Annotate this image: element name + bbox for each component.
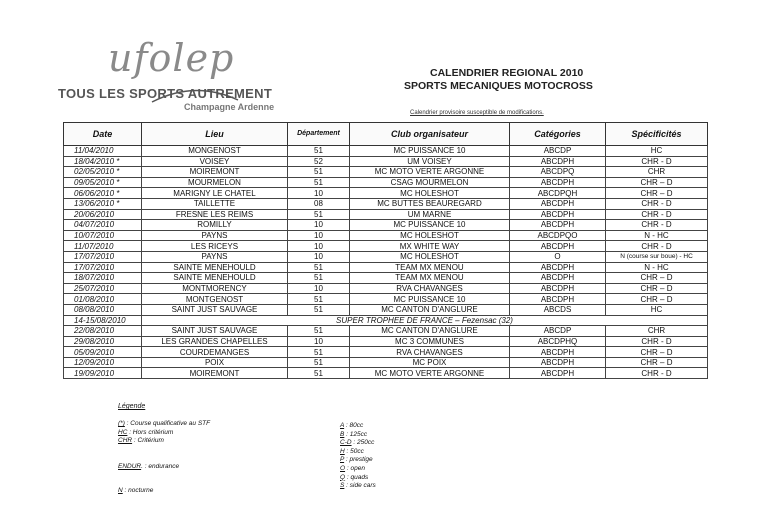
legend-item: O : open xyxy=(340,465,365,472)
cell-lieu: POIX xyxy=(142,357,288,368)
cell-categories: ABCDPQO xyxy=(510,230,606,241)
table-row xyxy=(64,188,708,199)
cell-categories: ABCDPH xyxy=(510,357,606,368)
cell-date: 20/06/2010 xyxy=(64,209,142,220)
cell-club: MC HOLESHOT xyxy=(350,230,510,241)
cell-club: UM MARNE xyxy=(350,209,510,220)
col-departement: Département xyxy=(288,123,350,146)
table-row xyxy=(64,347,708,358)
page-title: CALENDRIER REGIONAL 2010 xyxy=(430,67,584,79)
cell-date: 13/06/2010 * xyxy=(64,198,142,209)
cell-departement: 52 xyxy=(288,156,350,167)
cell-date: 09/05/2010 * xyxy=(64,177,142,188)
cell-date: 25/07/2010 xyxy=(64,283,142,294)
cell-categories: ABCDPH xyxy=(510,368,606,379)
cell-club: MC PUISSANCE 10 xyxy=(350,220,510,231)
cell-lieu: SAINT JUST SAUVAGE xyxy=(142,304,288,315)
legend-title: Légende xyxy=(118,403,146,410)
cell-departement: 51 xyxy=(288,177,350,188)
cell-categories: O xyxy=(510,251,606,262)
cell-date: 18/07/2010 xyxy=(64,273,142,284)
col-lieu: Lieu xyxy=(142,123,288,146)
cell-lieu: TAILLETTE xyxy=(142,198,288,209)
cell-departement: 51 xyxy=(288,273,350,284)
cell-specificites: CHR - D xyxy=(606,336,708,347)
cell-specificites: CHR – D xyxy=(606,283,708,294)
cell-categories: ABCDPH xyxy=(510,177,606,188)
cell-lieu: MOURMELON xyxy=(142,177,288,188)
legend-item: ENDUR. : endurance xyxy=(118,462,180,470)
cell-club: MC BUTTES BEAUREGARD xyxy=(350,198,510,209)
table-row xyxy=(64,156,708,167)
table-row xyxy=(64,326,708,337)
cell-club: TEAM MX MENOU xyxy=(350,273,510,284)
table-row xyxy=(64,368,708,379)
legend-item: C-D : 250cc xyxy=(340,439,375,447)
cell-departement: 10 xyxy=(288,283,350,294)
cell-specificites: CHR – D xyxy=(606,347,708,358)
table-row xyxy=(64,273,708,284)
cell-club: MX WHITE WAY xyxy=(350,241,510,252)
table-row xyxy=(64,251,708,262)
cell-lieu: ROMILLY xyxy=(142,220,288,231)
table-header xyxy=(64,123,708,146)
cell-date: 10/07/2010 xyxy=(64,230,142,241)
table-row xyxy=(64,198,708,209)
cell-lieu: PAYNS xyxy=(142,251,288,262)
cell-categories: ABCDPH xyxy=(510,156,606,167)
cell-departement: 51 xyxy=(288,167,350,178)
cell-club: MC 3 COMMUNES xyxy=(350,336,510,347)
cell-lieu: LES GRANDES CHAPELLES xyxy=(142,336,288,347)
table-row xyxy=(64,177,708,188)
cell-lieu: MOIREMONT xyxy=(142,167,288,178)
cell-categories: ABCDPH xyxy=(510,209,606,220)
col-categories: Catégories xyxy=(510,123,606,146)
table-row xyxy=(64,283,708,294)
cell-date: 11/07/2010 xyxy=(64,241,142,252)
legend-item: P : prestige xyxy=(340,456,373,464)
cell-date: 17/07/2010 xyxy=(64,262,142,273)
cell-date: 11/04/2010 xyxy=(64,146,142,157)
table-row xyxy=(64,357,708,368)
cell-date: 29/08/2010 xyxy=(64,336,142,347)
cell-lieu: MARIGNY LE CHATEL xyxy=(142,188,288,199)
cell-club: TEAM MX MENOU xyxy=(350,262,510,273)
cell-departement: 51 xyxy=(288,326,350,337)
cell-specificites: CHR xyxy=(606,167,708,178)
cell-specificites: CHR - D xyxy=(606,209,708,220)
table-row xyxy=(64,294,708,305)
cell-specificites: CHR – D xyxy=(606,177,708,188)
cell-specificites: CHR – D xyxy=(606,357,708,368)
region-label: Champagne Ardenne xyxy=(184,102,275,112)
provisional-note: Calendrier provisoire susceptible de modifications. xyxy=(410,110,544,116)
cell-club: UM VOISEY xyxy=(350,156,510,167)
cell-special-event: SUPER TROPHEE DE FRANCE – Fezensac (32) xyxy=(142,315,708,326)
table-row xyxy=(64,262,708,273)
cell-specificites: CHR xyxy=(606,326,708,337)
cell-departement: 10 xyxy=(288,220,350,231)
cell-lieu: PAYNS xyxy=(142,230,288,241)
cell-departement: 51 xyxy=(288,357,350,368)
cell-club: MC MOTO VERTE ARGONNE xyxy=(350,167,510,178)
cell-date: 08/08/2010 xyxy=(64,304,142,315)
cell-departement: 10 xyxy=(288,336,350,347)
cell-departement: 51 xyxy=(288,294,350,305)
cell-date: 01/08/2010 xyxy=(64,294,142,305)
cell-categories: ABCDPH xyxy=(510,220,606,231)
cell-categories: ABCDPQH xyxy=(510,188,606,199)
legend-item: H : 50cc xyxy=(340,447,364,455)
cell-date: 18/04/2010 * xyxy=(64,156,142,167)
cell-date: 12/09/2010 xyxy=(64,357,142,368)
cell-date: 05/09/2010 xyxy=(64,347,142,358)
cell-specificites: HC xyxy=(606,304,708,315)
legend-item: HC : Hors critérium xyxy=(118,428,174,436)
cell-departement: 51 xyxy=(288,347,350,358)
cell-club: MC PUISSANCE 10 xyxy=(350,294,510,305)
legend-item: A : 80cc xyxy=(340,422,364,429)
cell-specificites: CHR - D xyxy=(606,368,708,379)
cell-club: MC HOLESHOT xyxy=(350,251,510,262)
cell-lieu: MONTMORENCY xyxy=(142,283,288,294)
cell-date: 02/05/2010 * xyxy=(64,167,142,178)
cell-lieu: SAINTE MENEHOULD xyxy=(142,273,288,284)
cell-categories: ABCDPQ xyxy=(510,167,606,178)
calendar-table xyxy=(63,122,708,379)
cell-club: MC CANTON D'ANGLURE xyxy=(350,326,510,337)
cell-departement: 10 xyxy=(288,188,350,199)
cell-specificites: CHR – D xyxy=(606,188,708,199)
cell-lieu: FRESNE LES REIMS xyxy=(142,209,288,220)
cell-club: MC PUISSANCE 10 xyxy=(350,146,510,157)
cell-specificites: N - HC xyxy=(606,230,708,241)
cell-departement: 51 xyxy=(288,368,350,379)
legend-item: B : 125cc xyxy=(340,430,368,438)
page-subtitle: SPORTS MECANIQUES MOTOCROSS xyxy=(404,80,593,92)
table-row xyxy=(64,336,708,347)
cell-specificites: HC xyxy=(606,146,708,157)
cell-categories: ABCDPHQ xyxy=(510,336,606,347)
cell-specificites: CHR – D xyxy=(606,294,708,305)
cell-date: 22/08/2010 xyxy=(64,326,142,337)
cell-specificites: N (course sur boue) - HC xyxy=(606,251,708,262)
cell-club: MC CANTON D'ANGLURE xyxy=(350,304,510,315)
col-specificites: Spécificités xyxy=(606,123,708,146)
cell-lieu: SAINTE MENEHOULD xyxy=(142,262,288,273)
cell-departement: 51 xyxy=(288,146,350,157)
table-row xyxy=(64,241,708,252)
cell-specificites: CHR – D xyxy=(606,273,708,284)
cell-lieu: MONTGENOST xyxy=(142,294,288,305)
cell-club: CSAG MOURMELON xyxy=(350,177,510,188)
legend-item: (*) : Course qualificative au STF xyxy=(118,420,211,427)
table-row xyxy=(64,146,708,157)
cell-specificites: N - HC xyxy=(606,262,708,273)
legend-item: CHR : Critérium xyxy=(118,437,164,444)
special-event-row xyxy=(64,315,708,326)
cell-lieu: SAINT JUST SAUVAGE xyxy=(142,326,288,337)
table-row xyxy=(64,209,708,220)
cell-specificites: CHR - D xyxy=(606,220,708,231)
table-row xyxy=(64,230,708,241)
cell-departement: 51 xyxy=(288,209,350,220)
cell-categories: ABCDPH xyxy=(510,294,606,305)
cell-departement: 51 xyxy=(288,262,350,273)
cell-departement: 10 xyxy=(288,230,350,241)
legend-item: S : side cars xyxy=(340,482,376,490)
cell-categories: ABCDP xyxy=(510,146,606,157)
cell-club: MC HOLESHOT xyxy=(350,188,510,199)
cell-date: 17/07/2010 xyxy=(64,251,142,262)
cell-departement: 51 xyxy=(288,304,350,315)
cell-specificites: CHR - D xyxy=(606,198,708,209)
cell-categories: ABCDPH xyxy=(510,273,606,284)
legend-item: Q : quads xyxy=(340,473,369,481)
cell-lieu: LES RICEYS xyxy=(142,241,288,252)
cell-categories: ABCDPH xyxy=(510,283,606,294)
cell-club: MC MOTO VERTE ARGONNE xyxy=(350,368,510,379)
cell-specificites: CHR - D xyxy=(606,156,708,167)
cell-date: 19/09/2010 xyxy=(64,368,142,379)
col-date: Date xyxy=(64,123,142,146)
cell-departement: 08 xyxy=(288,198,350,209)
cell-date: 04/07/2010 xyxy=(64,220,142,231)
tagline: TOUS LES SPORTS AUTREMENT xyxy=(58,86,273,101)
table-row xyxy=(64,220,708,231)
cell-departement: 10 xyxy=(288,251,350,262)
cell-categories: ABCDP xyxy=(510,326,606,337)
cell-club: MC POIX xyxy=(350,357,510,368)
cell-club: RVA CHAVANGES xyxy=(350,347,510,358)
cell-categories: ABCDPH xyxy=(510,241,606,252)
col-club: Club organisateur xyxy=(350,123,510,146)
table-row xyxy=(64,167,708,178)
cell-categories: ABCDPH xyxy=(510,262,606,273)
cell-departement: 10 xyxy=(288,241,350,252)
table-body xyxy=(64,146,708,379)
cell-date: 14-15/08/2010 xyxy=(64,315,142,326)
cell-lieu: MOIREMONT xyxy=(142,368,288,379)
cell-lieu: MONGENOST xyxy=(142,146,288,157)
cell-date: 06/06/2010 * xyxy=(64,188,142,199)
cell-club: RVA CHAVANGES xyxy=(350,283,510,294)
cell-categories: ABCDS xyxy=(510,304,606,315)
cell-categories: ABCDPH xyxy=(510,347,606,358)
ufolep-logo: ufolep xyxy=(108,36,235,80)
cell-lieu: VOISEY xyxy=(142,156,288,167)
legend-item: N : nocturne xyxy=(118,487,154,494)
table-row xyxy=(64,304,708,315)
cell-lieu: COURDEMANGES xyxy=(142,347,288,358)
cell-categories: ABCDPH xyxy=(510,198,606,209)
cell-specificites: CHR - D xyxy=(606,241,708,252)
